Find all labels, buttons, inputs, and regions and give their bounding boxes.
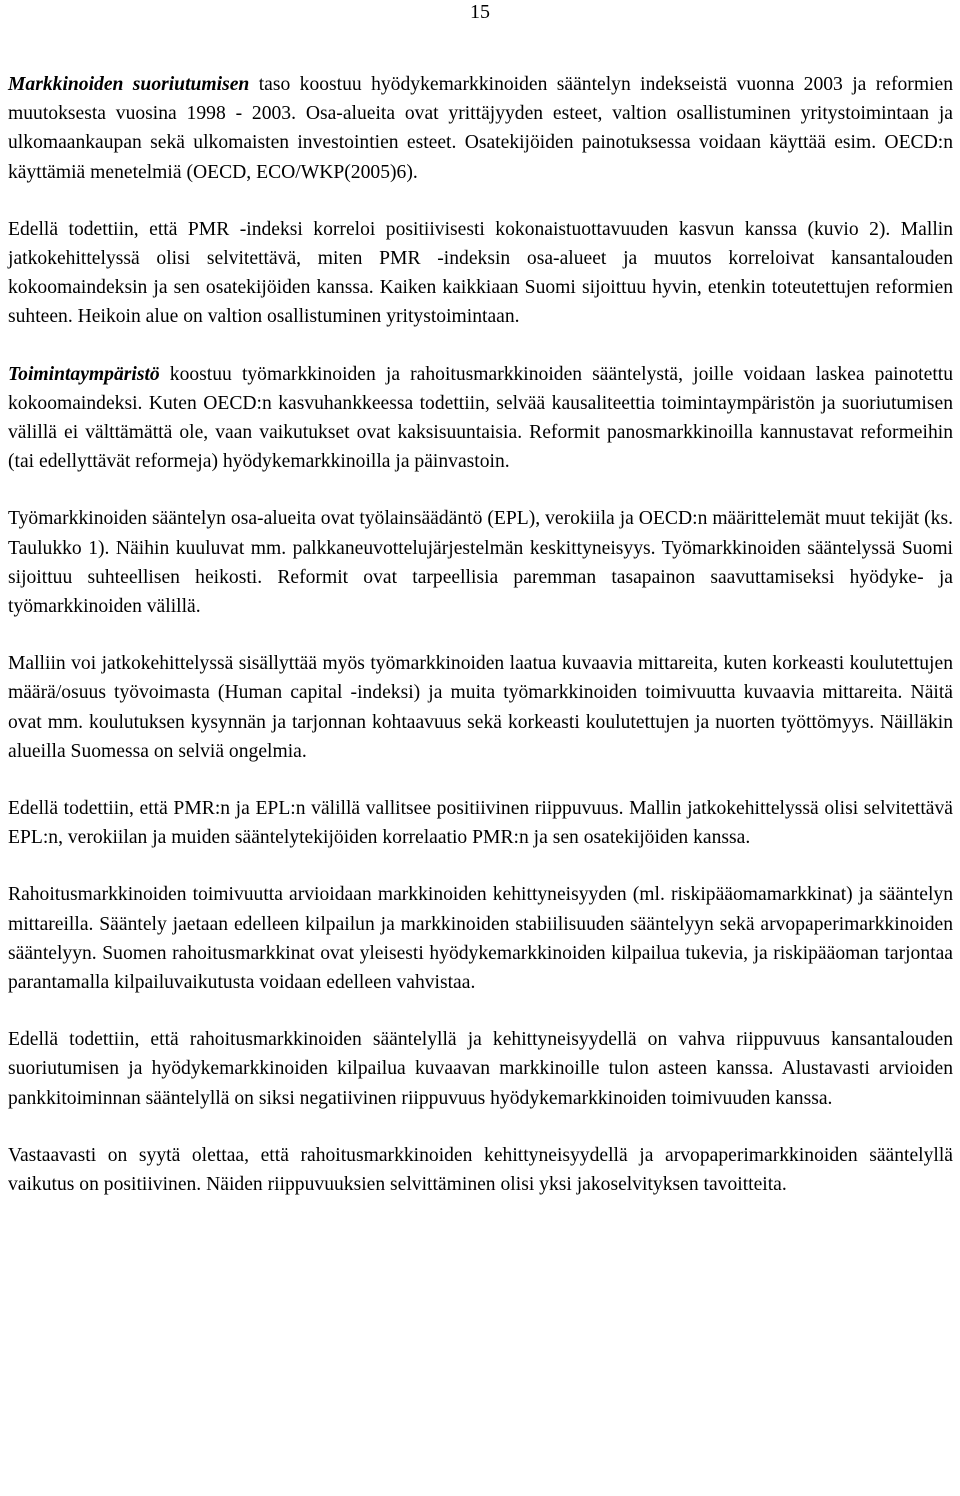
paragraph-rahoitus-riippuvuus: Edellä todettiin, että rahoitusmarkkinoiden sääntelyllä ja kehittyneisyydellä on vahva riippuvuus kansantalouden suoriutumisen ja hyödykemarkkinoiden kilpailua kuvaavan markkinoille tulon asteen kanssa. Alustavasti arvioiden pankkitoiminnan sääntelyllä on siksi negatiivinen riippuvuus hyödykemarkkinoiden toimivuuden kanssa. <box>8 1029 953 1109</box>
paragraph-vastaavasti: Vastaavasti on syytä olettaa, että rahoitusmarkkinoiden kehittyneisyydellä ja arvopaperimarkkinoiden sääntelyllä vaikutus on positiivinen. Näiden riippuvuuksien selvittäminen olisi yksi jakoselvityksen tavoitteita. <box>8 1144 953 1196</box>
paragraph-lead-term: Markkinoiden suoriutumisen <box>8 74 250 95</box>
paragraph-jatkokehittely: Malliin voi jatkokehittelyssä sisällyttää myös työmarkkinoiden laatua kuvaavia mittareita, kuten korkeasti koulutettujen määrä/osuus työvoimasta (Human capital -indeksi) ja muita työmarkkinoiden toimivuutta kuvaavia mittareita. Näitä ovat mm. koulutuksen kysynnän ja tarjonnan kohtaavuus sekä korkeasti koulutettujen ja nuorten työttömyys. Näilläkin alueilla Suomessa on selviä ongelmia. <box>8 653 953 762</box>
paragraph-rahoitusmarkkinat: Rahoitusmarkkinoiden toimivuutta arvioidaan markkinoiden kehittyneisyyden (ml. riskipääomamarkkinat) ja sääntelyn mittareilla. Sääntely jaetaan edelleen kilpailun ja markkinoiden stabiilisuuden sääntelyyn sekä arvopaperimarkkinoiden sääntelyyn. Suomen rahoitusmarkkinat ovat yleisesti hyödykemarkkinoiden kilpailua tukevia, ja riskipääoman tarjontaa parantamalla kilpailuvaikutusta voidaan edelleen vahvistaa. <box>8 884 953 994</box>
paragraph-text: koostuu työmarkkinoiden ja rahoitusmarkkinoiden sääntelystä, joille voidaan laskea painotettu kokoomaindeksi. Kuten OECD:n kasvuhankkeessa todettiin, selvää kausaliteettia toimintaympäristön ja suoriutumisen välillä ei välttämättä ole, vaan vaikutukset ovat kaksisuuntaisia. Reformit panosmarkkinoilla kannustavat reformeihin (tai edellyttävät reformeja) hyödykemarkkinoilla ja päinvastoin. <box>8 363 953 473</box>
paragraph-text: taso koostuu hyödykemarkkinoiden sääntelyn indekseistä vuonna 2003 ja reformien muutoksesta vuosina 1998 - 2003. Osa-alueita ovat yrittäjyyden esteet, valtion osallistuminen yritystoimintaan ja ulkomaankaupan sekä ulkomaisten investointien esteet. Osatekijöiden painotuksessa voidaan käyttää esim. OECD:n käyttämiä menetelmiä (OECD, ECO/WKP(2005)6). <box>8 74 953 183</box>
paragraph-toimintaymparisto <box>8 360 953 477</box>
paragraph-pmr-korrelaatio: Edellä todettiin, että PMR -indeksi korreloi positiivisesti kokonaistuottavuuden kasvun kanssa (kuvio 2). Mallin jatkokehittelyssä olisi selvitettävä, miten PMR -indeksin osa-alueet ja muutos korreloivat kansantalouden kokoomaindeksin ja sen osatekijöiden kanssa. Kaiken kaikkiaan Suomi sijoittuu hyvin, etenkin toteutettujen reformien suhteen. Heikoin alue on valtion osallistuminen yritystoimintaan. <box>8 218 953 328</box>
paragraph-markkinoiden-suoriutuminen <box>8 70 953 187</box>
paragraph-pmr-epl: Edellä todettiin, että PMR:n ja EPL:n välillä vallitsee positiivinen riippuvuus. Mallin jatkokehittelyssä olisi selvitettävä EPL:n, verokiilan ja muiden sääntelytekijöiden korrelaatio PMR:n ja sen osatekijöiden kanssa. <box>8 798 953 849</box>
paragraph-lead-term: Toimintaympäristö <box>8 363 160 385</box>
document-body <box>8 70 953 1227</box>
page-number: 15 <box>470 1 490 23</box>
paragraph-tyomarkkinat: Työmarkkinoiden sääntelyn osa-alueita ovat työlainsäädäntö (EPL), verokiila ja OECD:n määrittelemät muut tekijät (ks. Taulukko 1). Näihin kuuluvat mm. palkkaneuvottelujärjestelmän keskittyneisyys. Työmarkkinoiden sääntelyssä Suomi sijoittuu suhteellisen heikosti. Reformit ovat tarpeellisia paremman tasapainon saavuttamiseksi hyödyke- ja työmarkkinoiden välillä. <box>8 508 953 618</box>
